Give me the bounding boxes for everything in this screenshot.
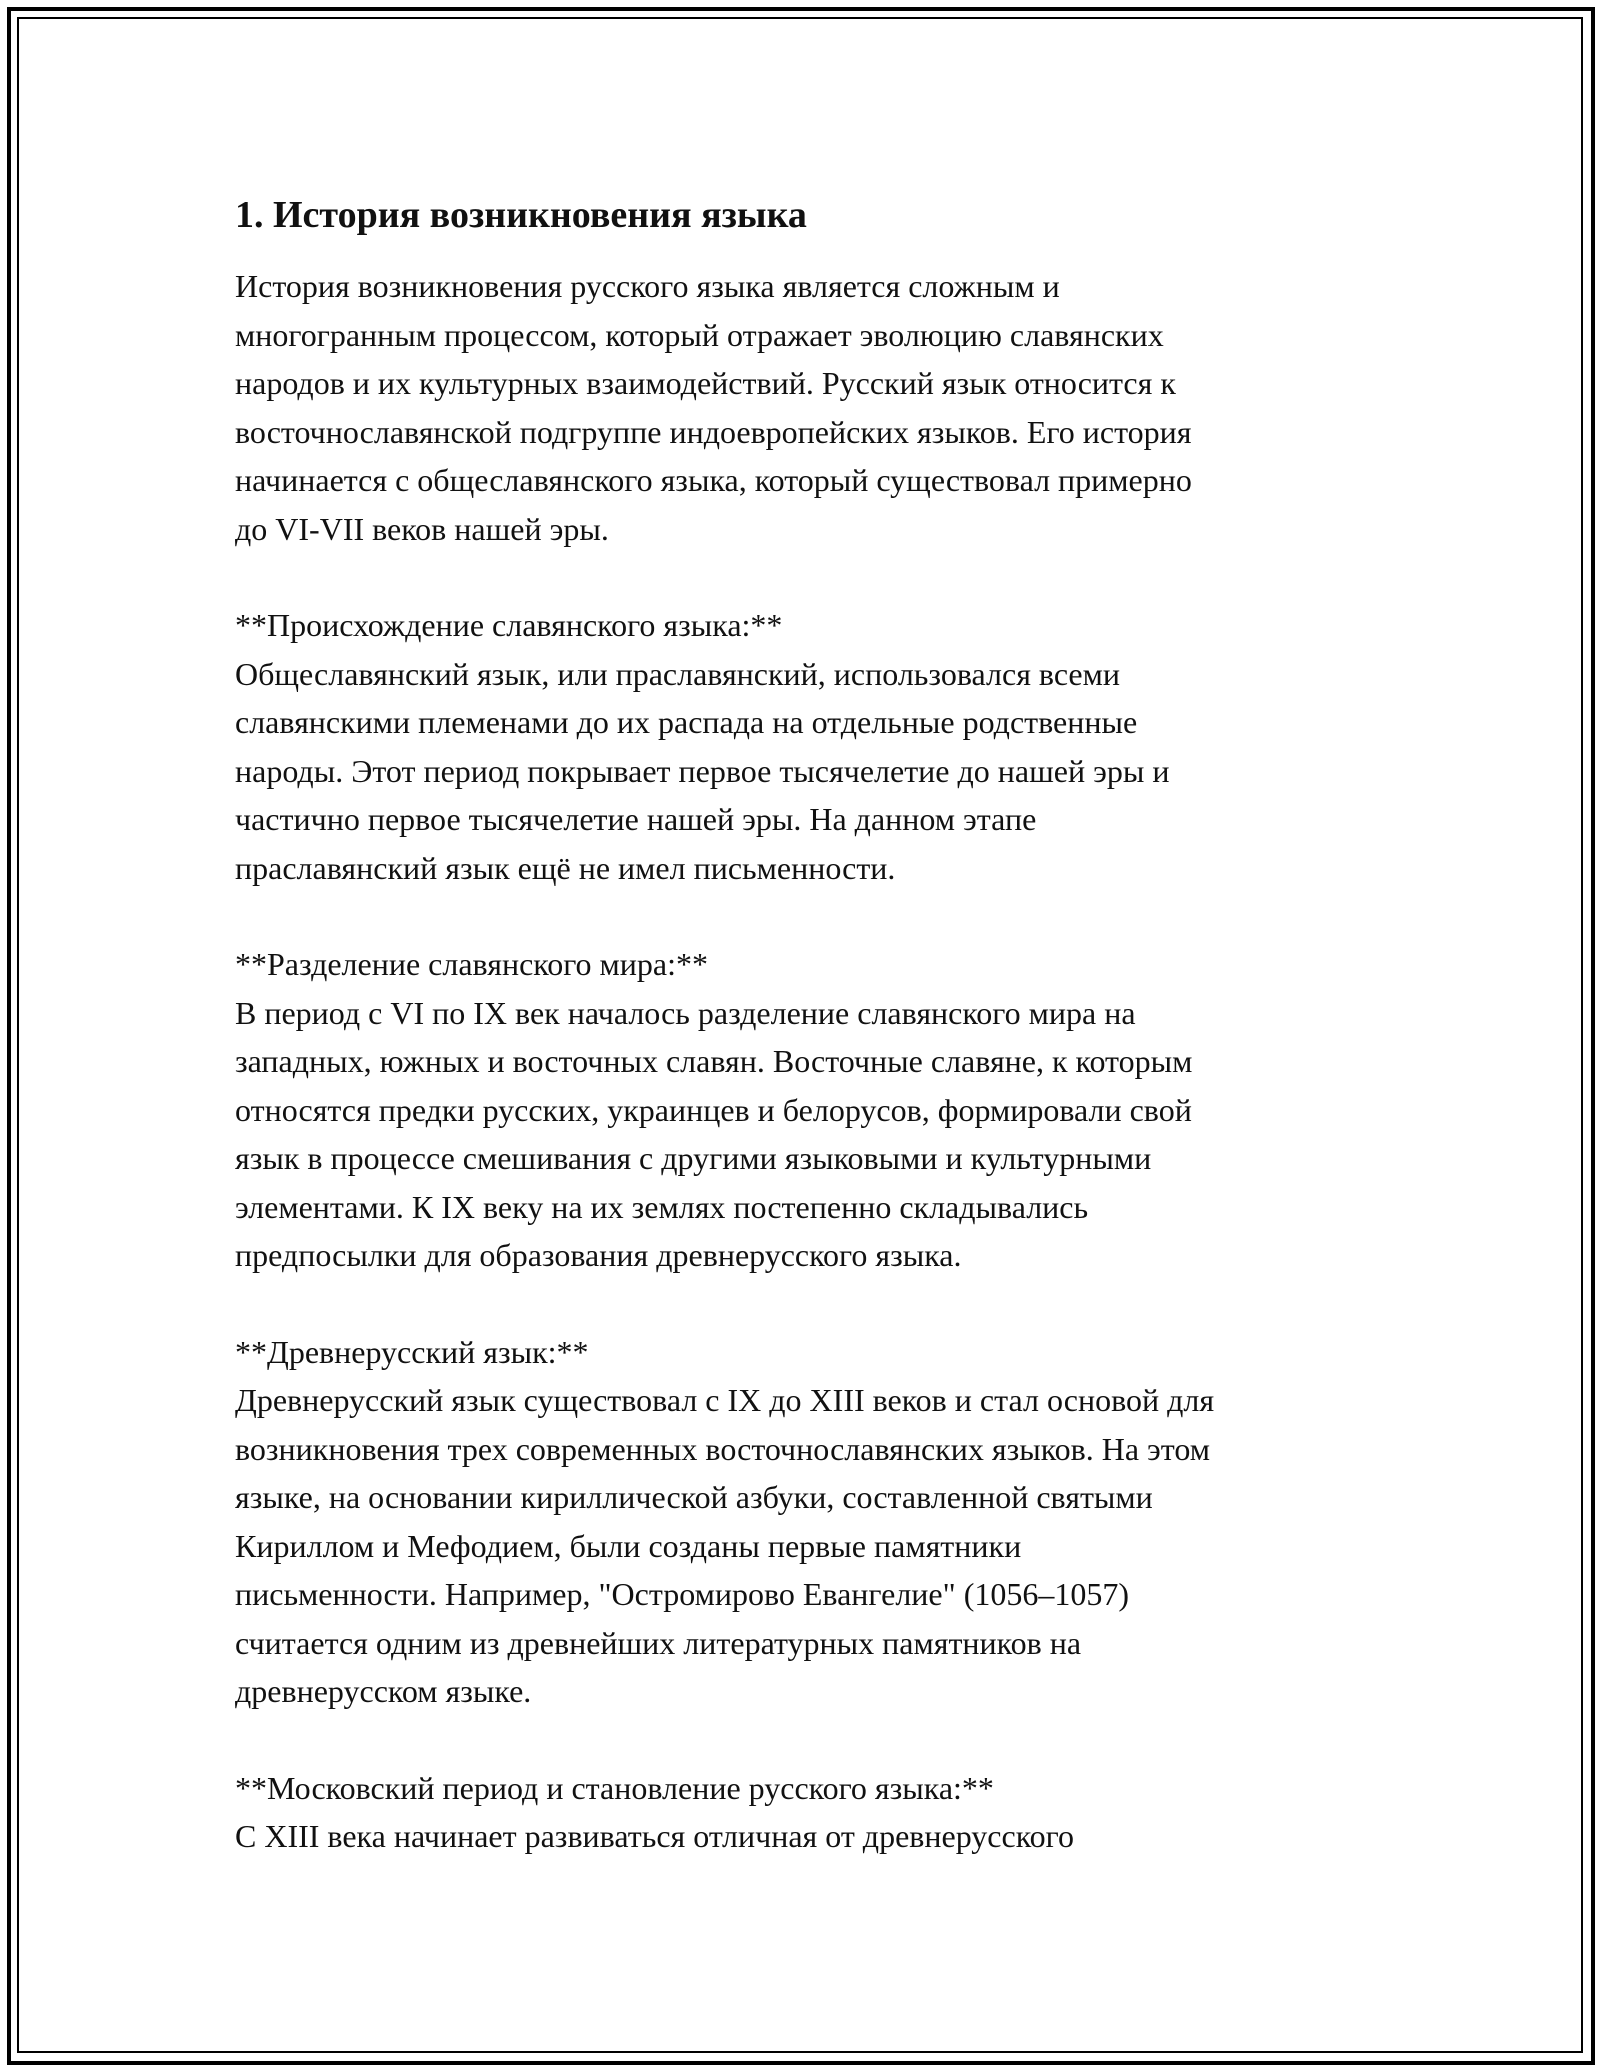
text-line: праславянский язык ещё не имел письменности.	[235, 849, 896, 886]
text-line: частично первое тысячелетие нашей эры. На данном этапе	[235, 801, 1037, 837]
intro-paragraph	[235, 262, 1375, 553]
text-line: возникновения трех современных восточнославянских языков. На этом	[235, 1430, 1210, 1467]
text-line: многогранным процессом, который отражает эволюцию славянских	[235, 316, 1164, 353]
text-line: народов и их культурных взаимодействий. Русский язык относится к	[235, 365, 1176, 401]
text-line: Общеславянский язык, или праславянский, использовался всеми	[235, 655, 1120, 692]
section-title: **Происхождение славянского языка:**	[235, 607, 783, 643]
text-line: элементами. К IX веку на их землях постепенно складывались	[235, 1188, 1089, 1225]
section-origin	[235, 601, 1375, 892]
text-line: Древнерусский язык существовал с IX до XIII веков и стал основой для	[235, 1382, 1215, 1418]
text-line: восточнославянской подгруппе индоевропейских языков. Его история	[235, 413, 1192, 450]
text-line: письменности. Например, "Остромирово Евангелие" (1056–1057)	[235, 1576, 1129, 1612]
section-division	[235, 940, 1375, 1280]
text-line: язык в процессе смешивания с другими языковыми и культурными	[235, 1140, 1152, 1176]
text-line: до VI-VII веков нашей эры.	[235, 510, 609, 547]
paragraph-spacer	[235, 892, 1375, 940]
text-line: народы. Этот период покрывает первое тысячелетие до нашей эры и	[235, 752, 1170, 789]
text-line: В период с VI по IX век началось разделение славянского мира на	[235, 994, 1136, 1031]
text-line: История возникновения русского языка является сложным и	[235, 268, 1060, 304]
text-line: Кириллом и Мефодием, были созданы первые памятники	[235, 1527, 1022, 1564]
section-title: **Разделение славянского мира:**	[235, 946, 708, 982]
text-line: предпосылки для образования древнерусского языка.	[235, 1237, 962, 1273]
section-title: **Московский период и становление русского языка:**	[235, 1769, 994, 1806]
text-line: западных, южных и восточных славян. Восточные славяне, к которым	[235, 1043, 1193, 1079]
text-line: языке, на основании кириллической азбуки, составленной святыми	[235, 1479, 1153, 1515]
text-line: С XIII века начинает развиваться отличная от древнерусского	[235, 1818, 1074, 1854]
paragraph-spacer	[235, 553, 1375, 601]
text-line: относятся предки русских, украинцев и белорусов, формировали свой	[235, 1091, 1192, 1128]
paragraph-spacer	[235, 1280, 1375, 1328]
text-line: считается одним из древнейших литературных памятников на	[235, 1624, 1082, 1661]
text-line: славянскими племенами до их распада на отдельные родственные	[235, 704, 1138, 740]
section-moscow-period	[235, 1764, 1375, 1861]
text-line: древнерусском языке.	[235, 1673, 532, 1709]
document-heading: 1. История возникновения языка	[235, 194, 807, 236]
section-title: **Древнерусский язык:**	[235, 1333, 589, 1370]
paragraph-spacer	[235, 1716, 1375, 1764]
document-page	[235, 188, 1375, 1861]
text-line: начинается с общеславянского языка, который существовал примерно	[235, 462, 1192, 498]
section-old-russian	[235, 1328, 1375, 1716]
